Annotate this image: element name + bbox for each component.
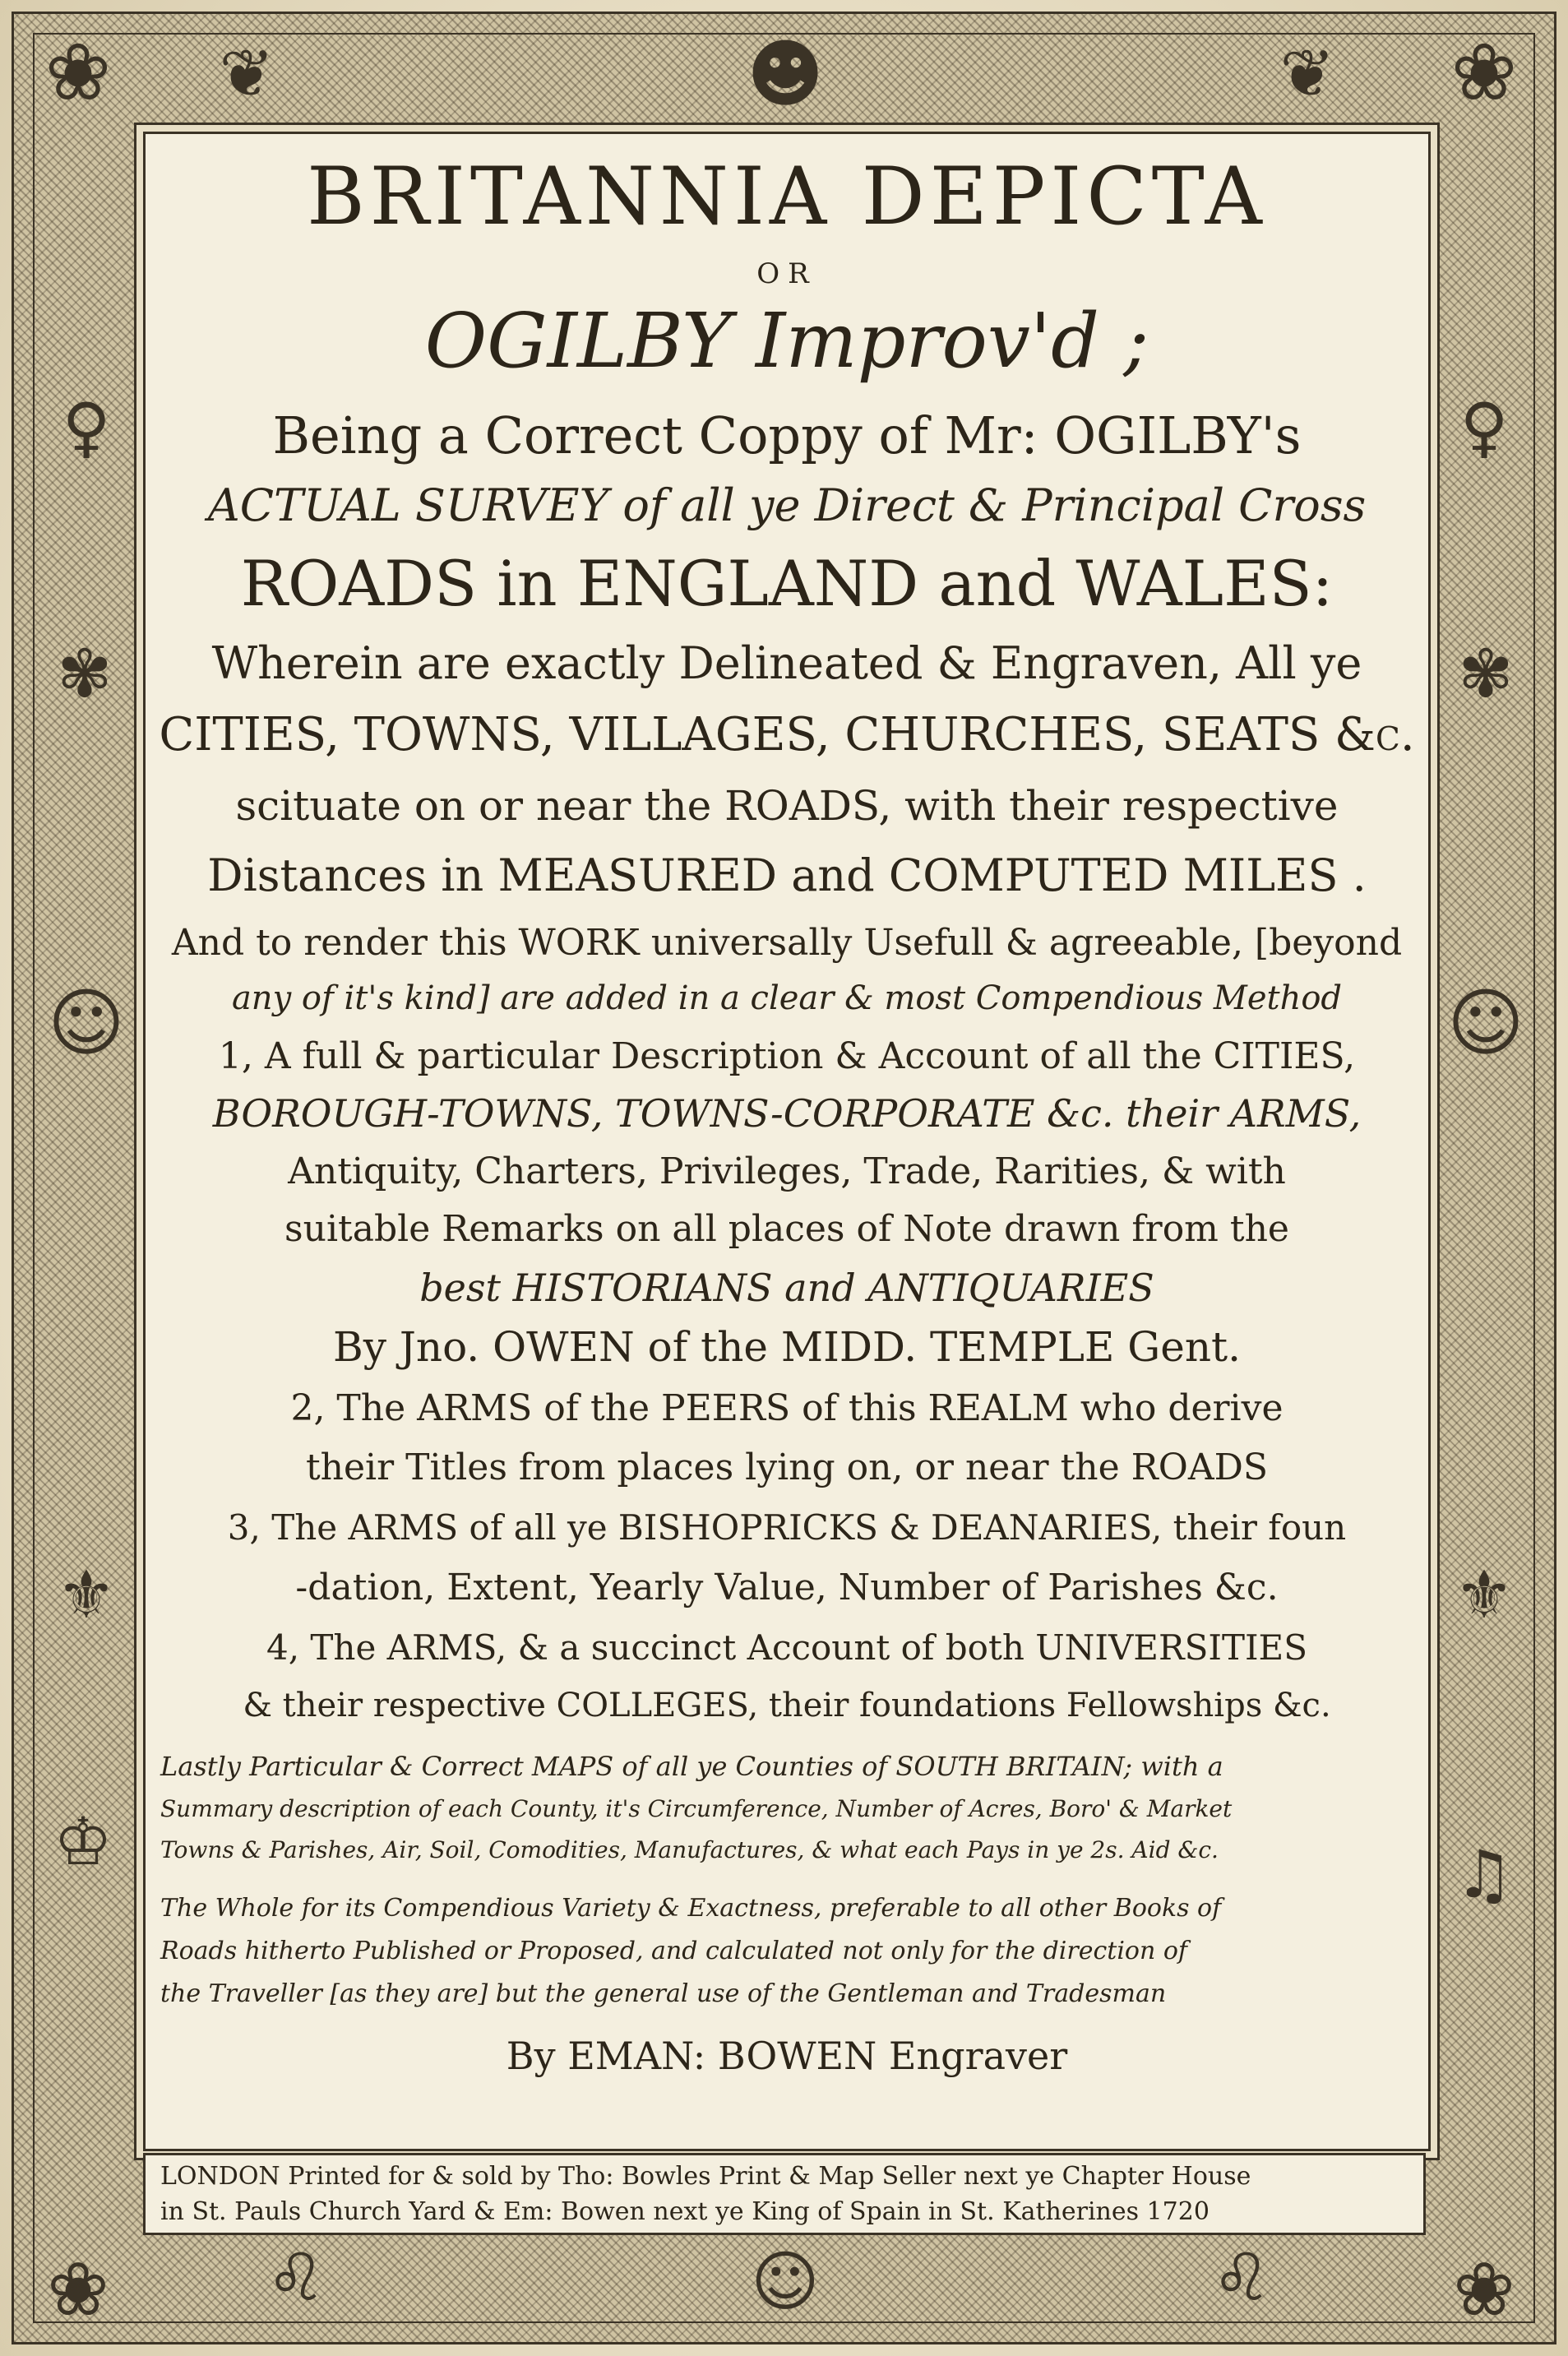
satyr-figure-icon-right: ☺ — [1447, 980, 1524, 1067]
title-or: OR — [756, 257, 817, 290]
line-best-historians: best HISTORIANS and ANTIQUARIES — [419, 1266, 1154, 1310]
imprint-box — [143, 2153, 1426, 2235]
cherub-icon-left: ♀ — [62, 389, 111, 465]
line-scituate: scituate on or near the ROADS, with their respective — [235, 782, 1339, 830]
line-being: Being a Correct Coppy of Mr: OGILBY's — [272, 405, 1302, 465]
rosette-icon-left: ✾ — [57, 636, 113, 712]
fleur-de-lis-icon-left: ⚜ — [57, 1557, 116, 1633]
title-cartouche — [143, 132, 1431, 2151]
list-item-3: 3, The ARMS of all ye BISHOPRICKS & DEANARIES, their foun — [227, 1507, 1347, 1548]
author-owen: By Jno. OWEN of the MIDD. TEMPLE Gent. — [332, 1323, 1242, 1371]
acanthus-scroll-icon-bl: ❀ — [47, 2247, 109, 2333]
line-actual-survey: ACTUAL SURVEY of all ye Direct & Principal Cross — [207, 479, 1367, 531]
main-title: BRITANNIA DEPICTA — [307, 150, 1267, 243]
cherub-with-shield-icon: ♔ — [53, 1803, 113, 1880]
line-borough: BOROUGH-TOWNS, TOWNS-CORPORATE &c. their ARMS, — [212, 1091, 1362, 1136]
acanthus-scroll-icon-tl: ❀ — [44, 26, 112, 118]
satyr-figure-icon-left: ☺ — [48, 980, 125, 1067]
line-suitable: suitable Remarks on all places of Note drawn from the — [284, 1208, 1289, 1250]
lion-icon-right: ♌ — [1212, 2239, 1271, 2316]
line-cities: CITIES, TOWNS, VILLAGES, CHURCHES, SEATS &c. — [159, 708, 1415, 761]
subtitle-ogilby: OGILBY Improv'd ; — [424, 297, 1149, 385]
engraver-bowen: By EMAN: BOWEN Engraver — [506, 2034, 1068, 2078]
acanthus-scroll-icon-tr: ❀ — [1450, 26, 1518, 118]
line-colleges: & their respective COLLEGES, their foundations Fellowships &c. — [243, 1687, 1331, 1724]
line-any-kind: any of it's kind] are added in a clear & most Compendious Method — [231, 979, 1343, 1017]
imprint-line-2: in St. Pauls Church Yard & Em: Bowen next ye King of Spain in St. Katherines 1720 — [160, 2197, 1210, 2226]
lion-icon-left: ♌ — [266, 2239, 326, 2316]
line-lastly: Lastly Particular & Correct MAPS of all ye Counties of SOUTH BRITAIN; with a — [160, 1751, 1223, 1782]
line-antiquity: Antiquity, Charters, Privileges, Trade, Rarities, & with — [288, 1150, 1286, 1192]
line-roads: ROADS in ENGLAND and WALES: — [240, 547, 1334, 620]
fleur-de-lis-icon-right: ⚜ — [1455, 1557, 1514, 1633]
cherub-with-trumpet-icon: ♫ — [1455, 1836, 1514, 1913]
line-towns-parishes: Towns & Parishes, Air, Soil, Comodities, Manufactures, & what each Pays in ye 2s. Aid &c. — [160, 1836, 1219, 1863]
line-traveller: the Traveller [as they are] but the general use of the Gentleman and Tradesman — [160, 1979, 1167, 2008]
line-summary: Summary description of each County, it's Circumference, Number of Acres, Boro' & Market — [160, 1795, 1233, 1822]
rosette-icon-right: ✾ — [1458, 636, 1514, 712]
line-whole: The Whole for its Compendious Variety & Exactness, preferable to all other Books of — [160, 1894, 1222, 1923]
grotesque-mask-icon: ☻ — [747, 31, 824, 118]
list-item-1: 1, A full & particular Description & Account of all the CITIES, — [218, 1035, 1356, 1077]
list-item-4: 4, The ARMS, & a succinct Account of both UNIVERSITIES — [266, 1627, 1307, 1668]
cherub-icon-right: ♀ — [1459, 389, 1509, 465]
list-item-2: 2, The ARMS of the PEERS of this REALM who derive — [290, 1387, 1284, 1429]
line-wherein: Wherein are exactly Delineated & Engraven, All ye — [211, 637, 1362, 689]
line-distances: Distances in MEASURED and COMPUTED MILES . — [207, 849, 1367, 901]
line-and-render: And to render this WORK universally Usefull & agreeable, [beyond — [171, 922, 1403, 964]
eagle-icon-right: ❦ — [1279, 35, 1335, 112]
line-their-titles: their Titles from places lying on, or near the ROADS — [305, 1446, 1269, 1488]
imprint-line-1: LONDON Printed for & sold by Tho: Bowles Print & Map Seller next ye Chapter House — [160, 2162, 1251, 2191]
acanthus-scroll-icon-br: ❀ — [1453, 2247, 1515, 2333]
line-dation: -dation, Extent, Yearly Value, Number of Parishes &c. — [295, 1567, 1279, 1608]
cherub-face-icon-bottom: ☺ — [751, 2243, 820, 2320]
line-roads-hitherto: Roads hitherto Published or Proposed, and calculated not only for the direction of — [160, 1937, 1187, 1965]
eagle-icon-left: ❦ — [219, 35, 275, 112]
